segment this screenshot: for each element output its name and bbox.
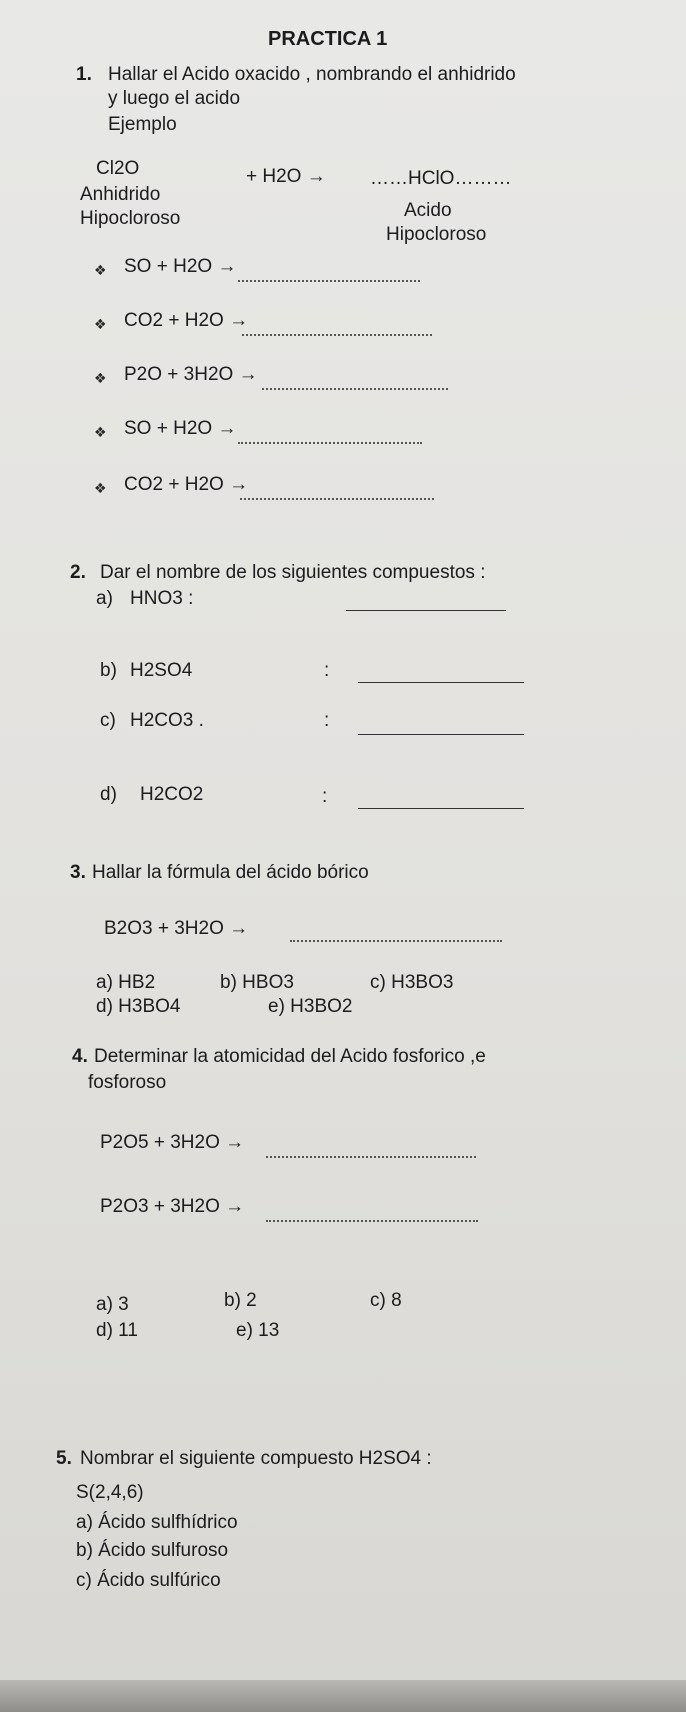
q2-item-letter: a) [96, 588, 113, 609]
q4-option: a) 3 [96, 1294, 129, 1315]
q3-option: b) HBO3 [220, 972, 294, 993]
q1-text-line1: Hallar el Acido oxacido , nombrando el anhidrido [108, 64, 516, 85]
q1-reaction: P2O + 3H2O → [124, 364, 258, 385]
q2-number: 2. [70, 562, 86, 583]
answer-blank [266, 1220, 478, 1222]
q2-item-colon: : [324, 660, 330, 681]
diamond-bullet-icon: ❖ [94, 316, 107, 332]
q1-reaction: CO2 + H2O → [124, 310, 249, 331]
answer-blank [238, 280, 420, 282]
q3-option: a) HB2 [96, 972, 156, 993]
answer-line [358, 734, 524, 735]
q5-option: a) Ácido sulfhídrico [76, 1512, 238, 1533]
q4-reaction: P2O5 + 3H2O → [100, 1132, 245, 1153]
q2-item-letter: c) [100, 710, 116, 731]
example-oxide-name-2: Hipocloroso [80, 208, 181, 229]
q1-example-label: Ejemplo [108, 114, 177, 135]
q2-item-formula: H2SO4 [130, 660, 193, 681]
q4-text-line2: fosforoso [88, 1072, 167, 1093]
q2-item-formula: HNO3 : [130, 588, 194, 609]
q5-text: Nombrar el siguiente compuesto H2SO4 : [80, 1448, 432, 1469]
q2-item-colon: : [324, 710, 330, 731]
q1-reaction: SO + H2O → [124, 256, 237, 277]
q3-option: e) H3BO2 [268, 996, 353, 1017]
answer-blank [238, 442, 422, 444]
answer-line [358, 682, 524, 683]
diamond-bullet-icon: ❖ [94, 370, 107, 386]
example-plus-water: + H2O → [246, 166, 326, 187]
q4-option: b) 2 [224, 1290, 257, 1311]
q3-number: 3. [70, 862, 86, 883]
answer-line [358, 808, 524, 809]
example-acid-name-1: Acido [404, 200, 452, 221]
q4-option: d) 11 [96, 1320, 138, 1341]
answer-blank [266, 1156, 476, 1158]
q4-number: 4. [72, 1046, 88, 1067]
diamond-bullet-icon: ❖ [94, 262, 107, 278]
example-acid-name-2: Hipocloroso [386, 224, 487, 245]
diamond-bullet-icon: ❖ [94, 480, 107, 496]
diamond-bullet-icon: ❖ [94, 424, 107, 440]
page-title: PRACTICA 1 [268, 28, 388, 50]
q2-item-letter: d) [100, 784, 117, 805]
q3-option: d) H3BO4 [96, 996, 181, 1017]
q3-reaction: B2O3 + 3H2O → [104, 918, 249, 939]
answer-line [346, 610, 506, 611]
q4-text-line1: Determinar la atomicidad del Acido fosforico ,e [94, 1046, 486, 1067]
q1-reaction: CO2 + H2O → [124, 474, 249, 495]
q2-text: Dar el nombre de los siguientes compuestos : [100, 562, 486, 583]
q5-valences: S(2,4,6) [76, 1482, 144, 1503]
answer-blank [240, 498, 434, 500]
q2-item-formula: H2CO3 . [130, 710, 204, 731]
q3-option: c) H3BO3 [370, 972, 454, 993]
answer-blank [290, 940, 502, 942]
q2-item-formula: H2CO2 [140, 784, 204, 805]
q4-reaction: P2O3 + 3H2O → [100, 1196, 245, 1217]
example-result: ……HClO……… [370, 168, 512, 189]
q1-number: 1. [76, 64, 92, 85]
q4-option: c) 8 [370, 1290, 402, 1311]
q1-text-line2: y luego el acido [108, 88, 241, 109]
page-bottom-edge [0, 1680, 686, 1712]
q2-item-letter: b) [100, 660, 117, 681]
answer-blank [242, 334, 432, 336]
example-oxide: Cl2O [96, 158, 140, 179]
q3-text: Hallar la fórmula del ácido bórico [92, 862, 369, 883]
example-oxide-name-1: Anhidrido [80, 184, 161, 205]
q5-option: b) Ácido sulfuroso [76, 1540, 229, 1561]
q2-item-colon: : [322, 786, 328, 807]
q5-option: c) Ácido sulfúrico [76, 1570, 221, 1591]
q4-option: e) 13 [236, 1320, 280, 1341]
answer-blank [262, 388, 448, 390]
q5-number: 5. [56, 1448, 72, 1469]
q1-reaction: SO + H2O → [124, 418, 237, 439]
